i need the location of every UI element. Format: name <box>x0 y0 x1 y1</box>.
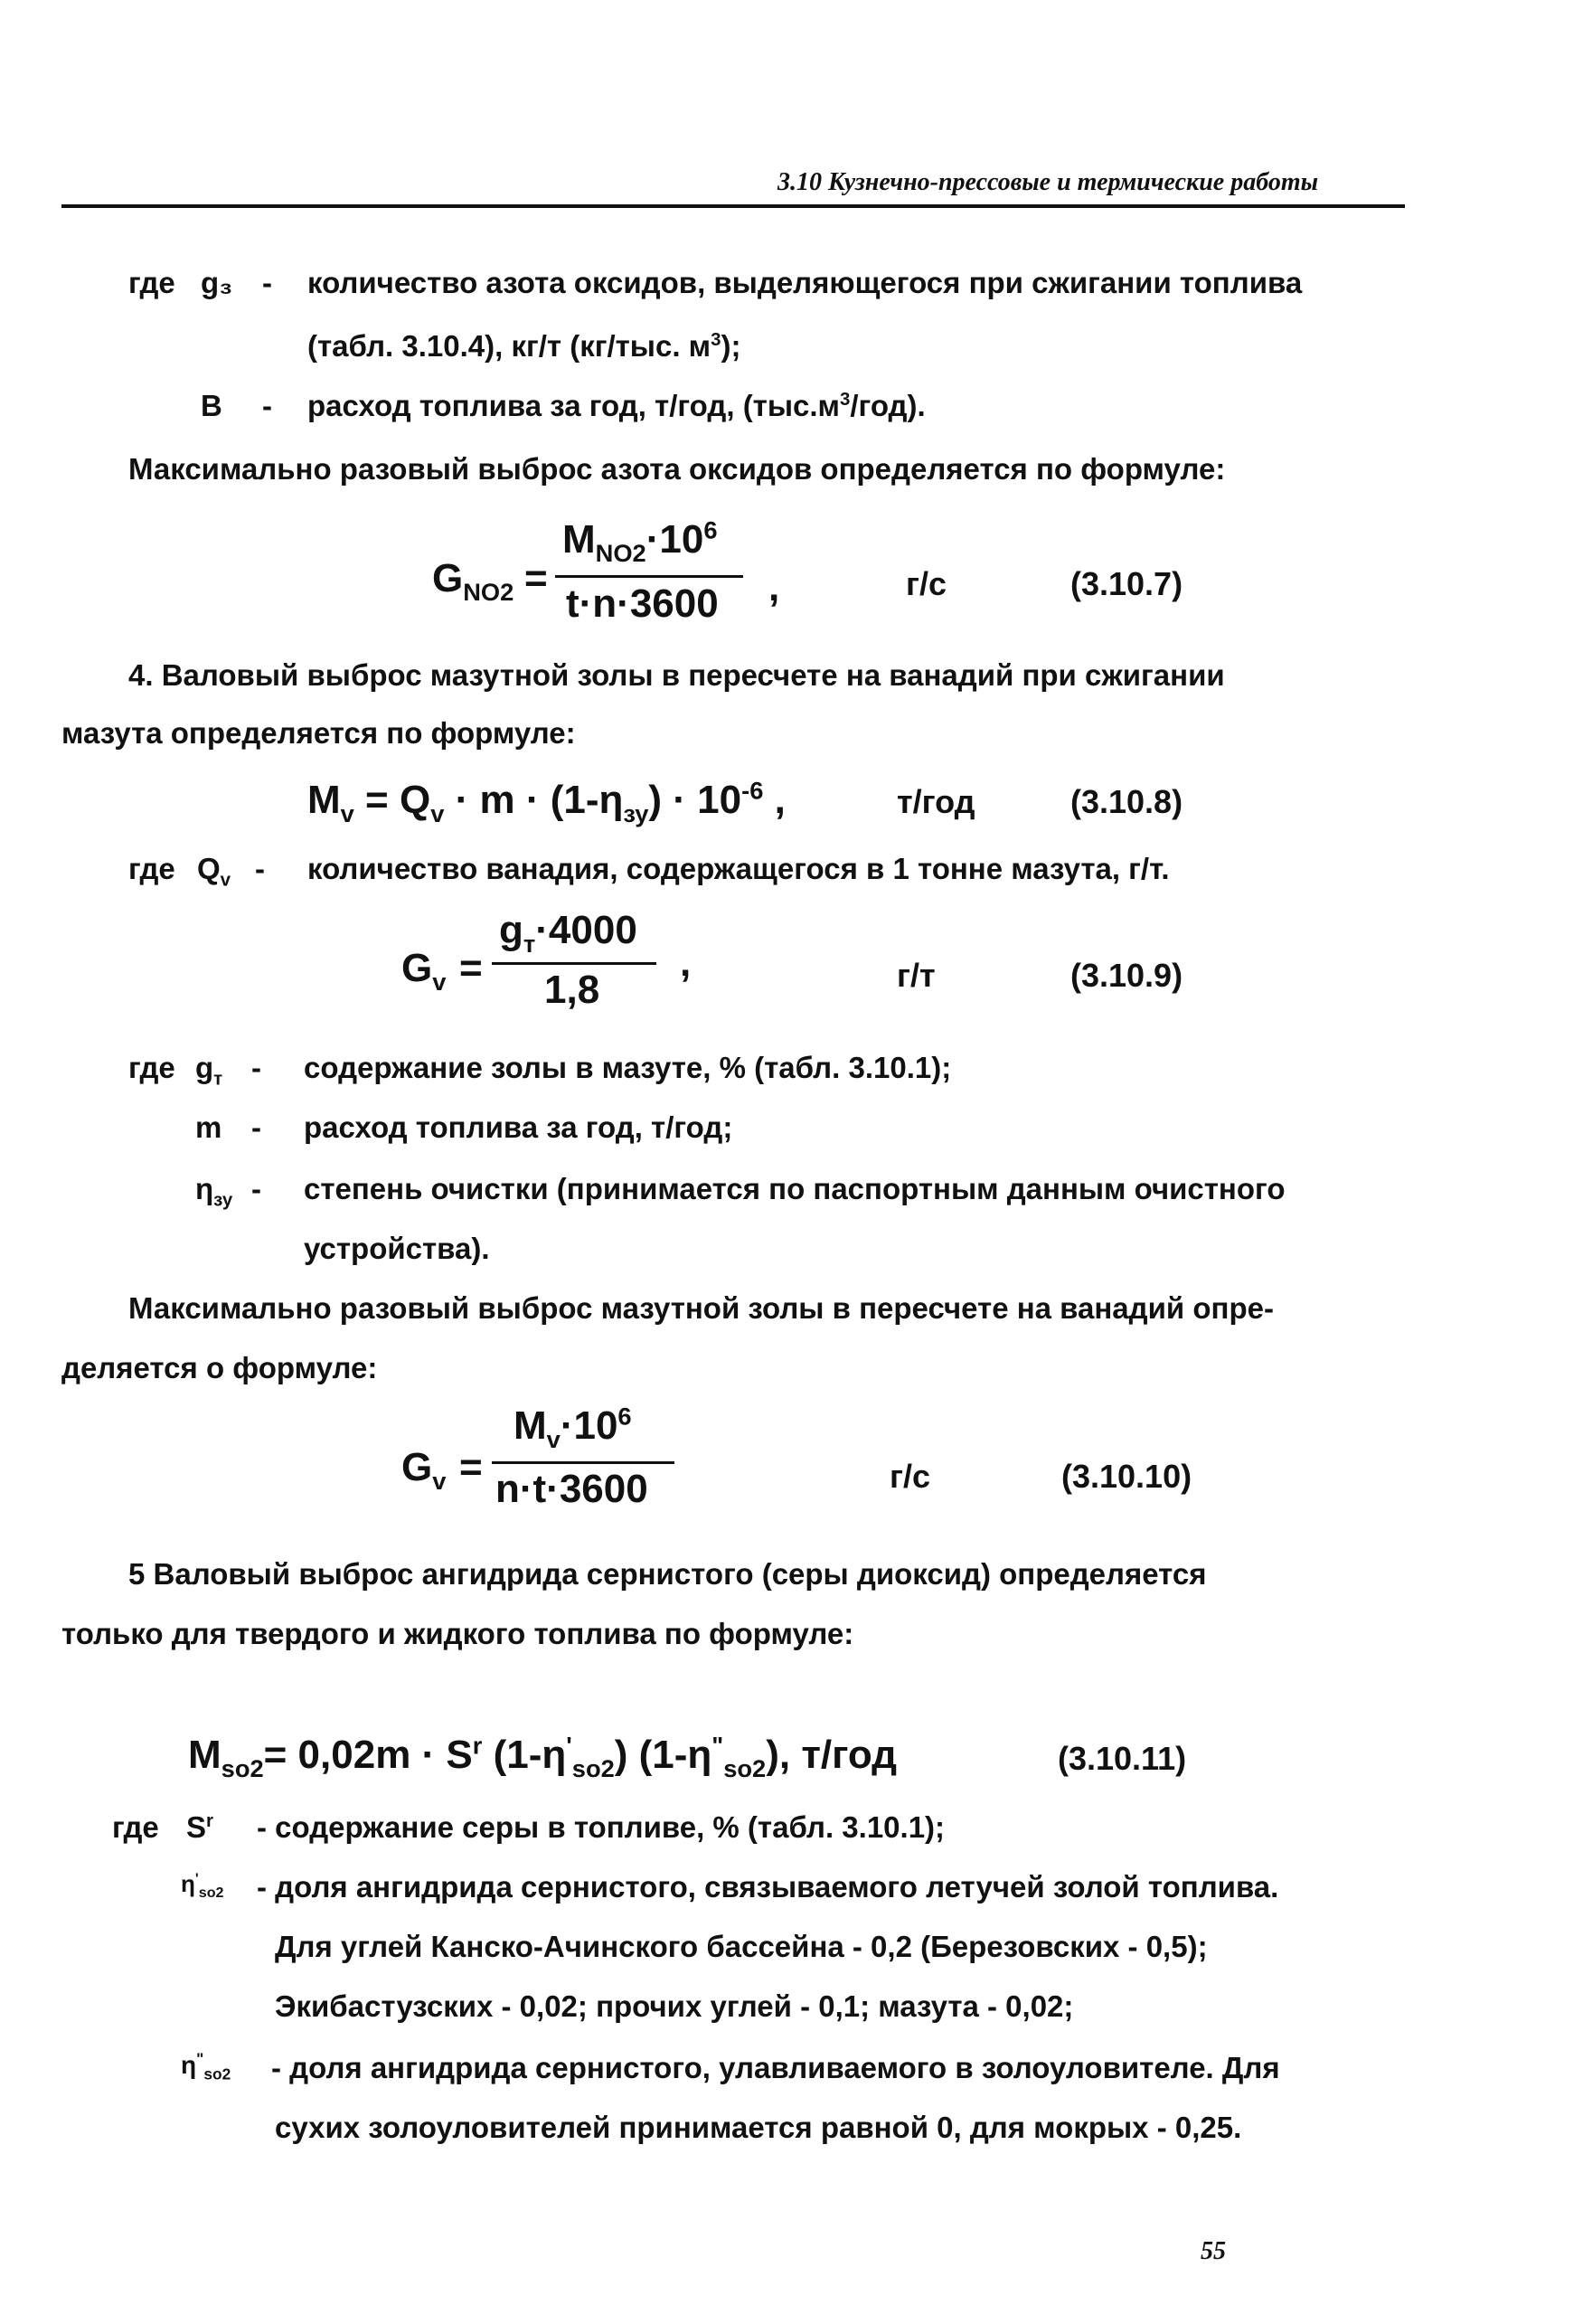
qv-definition: количество ванадия, содержащегося в 1 тонне мазута, г/т. <box>307 852 1170 885</box>
gt-symbol: $g_т$ <box>195 1051 223 1090</box>
eta-prime-definition-line3: Экибастузских - 0,02; прочих углей - 0,1; мазута - 0,02; <box>275 1989 1074 2023</box>
gde-label-2: где <box>128 1051 175 1084</box>
eq9-comma: , <box>680 940 692 985</box>
eta-definition-line1: степень очистки (принимается по паспортным данным очистного <box>304 1172 1286 1205</box>
eq8-formula: $M_v = Q_v \cdot m \cdot (1-\eta_{зу}) \cdot 10^{-6}$ , <box>307 776 786 827</box>
eq7-number: (3.10.7) <box>1070 565 1183 602</box>
eq11-number: (3.10.11) <box>1058 1740 1187 1777</box>
eta-definition-line2: устройства). <box>304 1232 490 1265</box>
paragraph-5-line2: только для твердого и жидкого топлива по формуле: <box>61 1617 854 1650</box>
header-rule <box>61 204 1405 208</box>
m-symbol: m <box>195 1110 222 1144</box>
dash-m: - <box>251 1110 261 1144</box>
paragraph-max-v-line2: деляется о формуле: <box>61 1351 378 1384</box>
eta-double-prime-so2-symbol: $\eta^"_{so2}$ <box>181 2049 231 2083</box>
dash-gt: - <box>251 1051 261 1084</box>
eq10-numerator: $M_v\cdot 10^6$ <box>514 1402 632 1453</box>
page-number: 55 <box>1201 2237 1226 2265</box>
qv-symbol: $Q_v$ <box>197 852 231 891</box>
b-symbol: B <box>201 389 222 422</box>
sr-definition: - содержание серы в топливе, % (табл. 3.10.1); <box>257 1810 946 1844</box>
paragraph-4-line2: мазута определяется по формуле: <box>61 716 576 750</box>
eq7-comma: , <box>768 565 780 609</box>
eq10-unit: г/с <box>890 1458 931 1495</box>
eta-prime-definition-line1: - доля ангидрида сернистого, связываемого летучей золой топлива. <box>257 1870 1279 1904</box>
eq9-fraction-bar <box>492 962 656 965</box>
eq7-fraction-bar <box>555 575 743 578</box>
eq7-unit: г/с <box>906 565 947 602</box>
eq9-unit: г/т <box>897 957 936 994</box>
eq9-equals: = <box>459 946 483 990</box>
paragraph-max-nox: Максимально разовый выброс азота оксидов определяется по формуле: <box>128 452 1226 486</box>
eq9-denominator: 1,8 <box>544 968 600 1012</box>
eta-prime-so2-symbol: $\eta'_{so2}$ <box>181 1870 224 1902</box>
b-definition: расход топлива за год, т/год, $(тыс.м^3/год)$. <box>307 389 926 422</box>
g3-symbol: g₃ <box>201 266 233 299</box>
dash-g3: - <box>262 266 272 299</box>
eta-double-prime-definition-line1: - доля ангидрида сернистого, улавливаемого в золоуловителе. Для <box>271 2051 1280 2084</box>
eq7-lhs: $G_{NO2}$ <box>432 556 514 606</box>
eq7-denominator: t·n·3600 <box>566 581 719 626</box>
eq10-lhs: $G_v$ <box>401 1445 447 1495</box>
g3-definition-line2: (табл. 3.10.4), кг/т (кг/тыс. $м^3$); <box>307 329 741 363</box>
eq9-numerator: $g_т\cdot 4000$ <box>499 908 637 958</box>
eq10-number: (3.10.10) <box>1061 1458 1192 1495</box>
eq10-fraction-bar <box>492 1461 674 1464</box>
eq7-equals: = <box>524 556 548 600</box>
dash-qv: - <box>255 852 265 885</box>
eq10-denominator: n·t·3600 <box>495 1467 648 1511</box>
eq10-equals: = <box>459 1445 483 1489</box>
gde-label-3: где <box>112 1810 159 1844</box>
paragraph-4-line1: 4. Валовый выброс мазутной золы в пересчете на ванадий при сжигании <box>128 658 1225 692</box>
g3-definition-line1: количество азота оксидов, выделяющегося при сжигании топлива <box>307 266 1303 299</box>
running-header: 3.10 Кузнечно-прессовые и термические работы <box>777 168 1319 196</box>
paragraph-5-line1: 5 Валовый выброс ангидрида сернистого (серы диоксид) определяется <box>128 1557 1207 1591</box>
paragraph-max-v-line1: Максимально разовый выброс мазутной золы в пересчете на ванадий опре- <box>128 1291 1274 1325</box>
eq9-number: (3.10.9) <box>1070 957 1183 994</box>
dash-eta: - <box>251 1172 261 1205</box>
m-definition: расход топлива за год, т/год; <box>304 1110 733 1144</box>
gde-label-1: где <box>128 266 175 299</box>
gt-definition: содержание золы в мазуте, % (табл. 3.10.1); <box>304 1051 952 1084</box>
sr-symbol: $S^r$ <box>186 1810 213 1844</box>
eta-prime-definition-line2: Для углей Канско-Ачинского бассейна - 0,2 (Березовских - 0,5); <box>275 1930 1208 1963</box>
eq8-unit: т/год <box>897 783 975 820</box>
eq11-formula: $M_{so2}= 0,02m \cdot S^r$ $(1-\eta'_{so2})$ $(1-\eta^"_{so2})$, т/год <box>188 1731 898 1782</box>
eq7-numerator: $M_{NO2}\cdot 10^6$ <box>562 515 718 567</box>
eta-double-prime-definition-line2: сухих золоуловителей принимается равной 0, для мокрых - 0,25. <box>275 2111 1242 2144</box>
eta-zy-symbol: $\eta_{зу}$ <box>195 1172 233 1211</box>
eq8-number: (3.10.8) <box>1070 783 1183 820</box>
dash-b: - <box>262 389 272 422</box>
gde-label-qv: где <box>128 852 175 885</box>
eq9-lhs: $G_v$ <box>401 946 447 996</box>
